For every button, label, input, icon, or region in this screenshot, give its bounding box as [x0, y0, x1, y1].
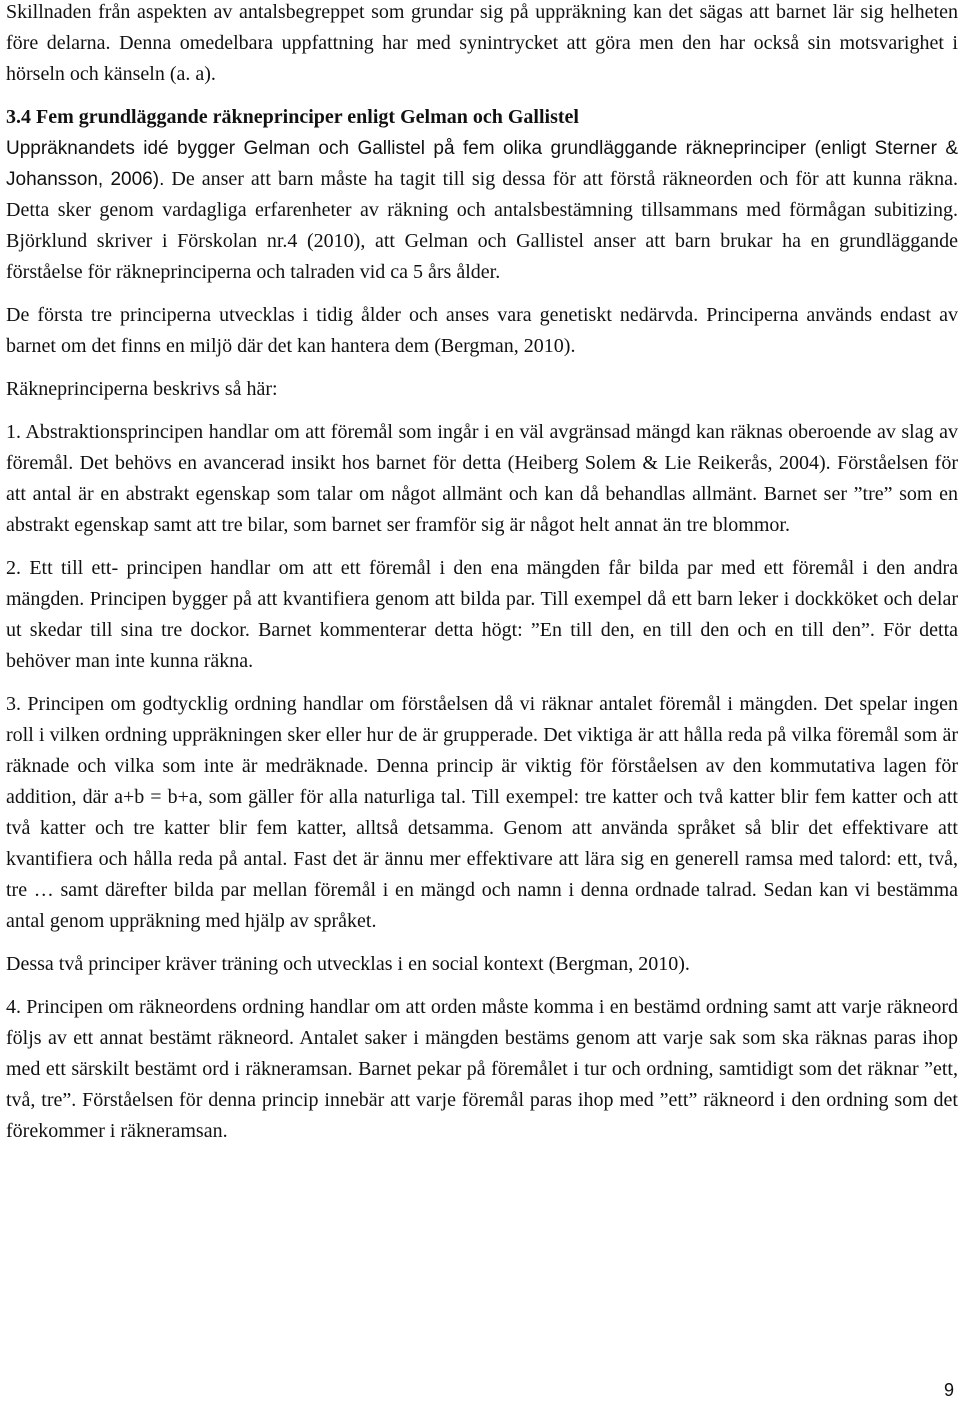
principle-1-paragraph: 1. Abstraktionsprincipen handlar om att föremål som ingår i en väl avgränsad mängd kan räknas oberoende av slag av föremål. Det behövs en avancerad insikt hos barnet för detta (Heiberg Solem & Lie Reikerås, 2004). Förståelsen för att antal är en abstrakt egenskap som talar om något allmänt och kan då behandlas allmänt. Barnet ser ”tre” som en abstrakt egenskap samt att tre bilar, som barnet ser framför sig är något helt annat än tre blommor. — [6, 421, 958, 536]
section-heading: 3.4 Fem grundläggande räkneprinciper enligt Gelman och Gallistel — [6, 106, 579, 128]
section-paragraph-1 — [6, 133, 958, 288]
section-paragraph-1-text: De anser att barn måste ha tagit till sig dessa för att förstå räkneorden och för att kunna räkna. Detta sker genom vardagliga erfarenheter av räkning och antalsbestämning tillsammans med förmågan subitizing. Björklund skriver i Förskolan nr.4 (2010), att Gelman och Gallistel anser att barn brukar ha en grundläggande förståelse för räkneprinciperna och talraden vid ca 5 års ålder. — [6, 168, 958, 283]
intro-paragraph: Skillnaden från aspekten av antalsbegreppet som grundar sig på uppräkning kan det sägas att barnet lär sig helheten före delarna. Denna omedelbara uppfattning har med synintrycket att göra men den har också sin motsvarighet i hörseln och känseln (a. a). — [6, 1, 958, 85]
page-number: 9 — [943, 1380, 954, 1400]
section-paragraph-3: Räkneprinciperna beskrivs så här: — [6, 378, 278, 400]
document-page — [6, 0, 958, 1159]
principle-3-paragraph: 3. Principen om godtycklig ordning handlar om förståelsen då vi räknar antalet föremål i mängden. Det spelar ingen roll i vilken ordning uppräkningen sker eller hur de är grupperade. Det viktiga är att hålla reda på vilka föremål som är räknade och vilka som inte är medräknade. Denna princip är viktig för förståelsen av den kommutativa lagen för addition, där a+b = b+a, som gäller för alla naturliga tal. Till exempel: tre katter och två katter blir fem katter och att två katter och tre katter blir fem katter, alltså detsamma. Genom att använda språket så blir det effektivare att kvantifiera och hålla reda på antal. Fast det är ännu mer effektivare att lära sig en generell ramsa med talord: ett, två, tre … samt därefter bilda par mellan föremål i en mängd och namn i denna ordnade talrad. Sedan kan vi bestämma antal genom uppräkning med hjälp av språket. — [6, 693, 958, 932]
principle-3-note: Dessa två principer kräver träning och utvecklas i en social kontext (Bergman, 2010). — [6, 953, 690, 975]
principle-4-paragraph: 4. Principen om räkneordens ordning handlar om att orden måste komma i en bestämd ordning samt att varje räkneord följs av ett annat bestämt räkneord. Antalet saker i mängden bestäms genom att varje sak som ska räknas paras ihop med ett särskilt bestämt ord i räkneramsan. Barnet pekar på föremålet i tur och ordning, samtidigt som det räknar ”ett, två, tre”. Förståelsen för denna princip innebär att varje föremål paras ihop med ”ett” räkneord i den ordning som det förekommer i räkneramsan. — [6, 996, 958, 1142]
principle-2-paragraph: 2. Ett till ett- principen handlar om att ett föremål i den ena mängden får bilda par med ett föremål i den andra mängden. Principen bygger på att kvantifiera genom att bilda par. Till exempel då ett barn leker i dockköket och delar ut skedar till sina tre dockor. Barnet kommenterar detta högt: ”En till den, en till den och en till den”. För detta behöver man inte kunna räkna. — [6, 557, 958, 672]
section-paragraph-2: De första tre principerna utvecklas i tidig ålder och anses vara genetiskt nedärvda. Principerna används endast av barnet om det finns en miljö där det kan hantera dem (Bergman, 2010). — [6, 304, 958, 357]
section-paragraph-1-sans-text: Uppräknandets idé bygger Gelman och Gallistel på fem olika grundläggande räkneprinciper (enligt Sterner & Johansson, 2006). — [6, 138, 958, 190]
